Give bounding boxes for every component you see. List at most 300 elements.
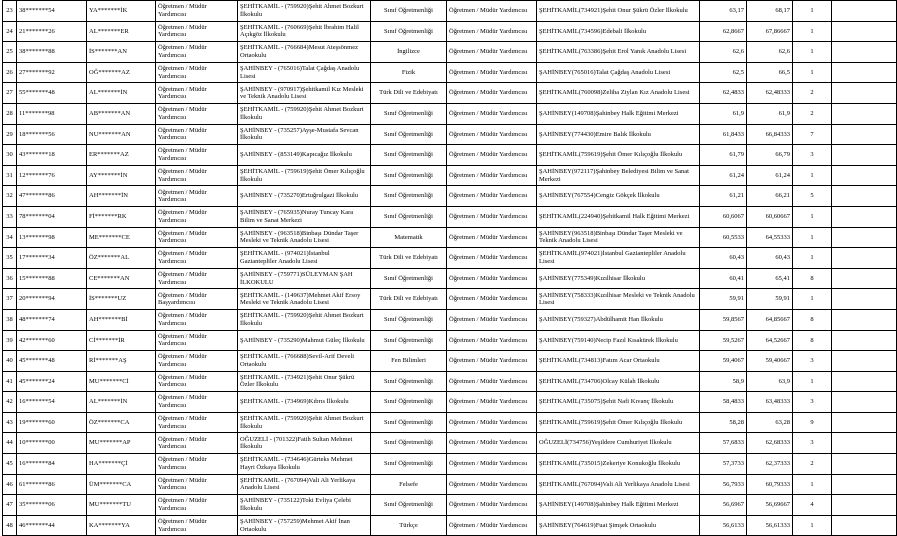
subject-field: Sınıf Öğretmenliği <box>371 454 447 475</box>
masked-id: 13*******98 <box>17 227 87 248</box>
current-position: Öğretmen / Müdür Yardımcısı <box>156 21 238 42</box>
target-position: Öğretmen / Müdür Yardımcısı <box>447 392 537 413</box>
total-score: 60,60667 <box>747 206 793 227</box>
row-number: 29 <box>3 124 17 145</box>
masked-name: ÖZ*******AL <box>87 248 156 269</box>
table-row <box>3 1 897 22</box>
current-position: Öğretmen / Müdür Yardımcısı <box>156 103 238 124</box>
score: 58,9 <box>700 371 747 392</box>
score: 58,4833 <box>700 392 747 413</box>
total-score: 62,48333 <box>747 83 793 104</box>
total-score: 61,24 <box>747 165 793 186</box>
current-school: ŞEHİTKAMİL - (974021)İstanbul Gaziantepliler Anadolu Lisesi <box>238 248 371 269</box>
subject-field: Sınıf Öğretmenliği <box>371 186 447 207</box>
masked-id: 42*******60 <box>17 330 87 351</box>
target-school: ŞAHİNBEY(764619)Fuat Şimşek Ortaokulu <box>537 515 700 536</box>
target-school: ŞEHİTKAMİL(734813)Fatım Acar Ortaokulu <box>537 351 700 372</box>
current-school: ŞAHİNBEY - (735257)Ayşe-Mustafa Sevcan İlkokulu <box>238 124 371 145</box>
preference-rank: 8 <box>793 309 832 330</box>
target-school: ŞAHİNBEY(972117)Şahinbey Belediyesi Bilim ve Sanat Merkezi <box>537 165 700 186</box>
total-score: 62,68333 <box>747 433 793 454</box>
masked-id: 45*******48 <box>17 351 87 372</box>
masked-name: MU*******Cİ <box>87 371 156 392</box>
current-position: Öğretmen / Müdür Yardımcısı <box>156 62 238 83</box>
subject-field: Fizik <box>371 62 447 83</box>
row-number: 37 <box>3 289 17 310</box>
total-score: 64,52667 <box>747 330 793 351</box>
target-position: Öğretmen / Müdür Yardımcısı <box>447 412 537 433</box>
row-number: 36 <box>3 268 17 289</box>
subject-field: Sınıf Öğretmenliği <box>371 1 447 22</box>
table-row <box>3 412 897 433</box>
masked-name: YA*******İK <box>87 1 156 22</box>
row-number: 42 <box>3 392 17 413</box>
target-position: Öğretmen / Müdür Yardımcısı <box>447 268 537 289</box>
target-school: ŞAHİNBEY(963518)Binbaşı Dündar Taşer Mesleki ve Teknik Anadolu Lisesi <box>537 227 700 248</box>
preference-rank: 1 <box>793 62 832 83</box>
total-score: 63,28 <box>747 412 793 433</box>
target-school: ŞEHİTKAMİL(735075)Şehit Nafi Kıvanç İlkokulu <box>537 392 700 413</box>
target-position: Öğretmen / Müdür Yardımcısı <box>447 206 537 227</box>
current-position: Öğretmen / Müdür Yardımcısı <box>156 165 238 186</box>
masked-name: İS*******UZ <box>87 289 156 310</box>
empty-cell <box>832 412 897 433</box>
masked-id: 55*******48 <box>17 83 87 104</box>
target-school: ŞEHİTKAMİL(763386)Şehit Erol Yanık Anadolu Lisesi <box>537 42 700 63</box>
row-number: 39 <box>3 330 17 351</box>
row-number: 26 <box>3 62 17 83</box>
table-row <box>3 165 897 186</box>
current-position: Öğretmen / Müdür Yardımcısı <box>156 83 238 104</box>
subject-field: Sınıf Öğretmenliği <box>371 433 447 454</box>
current-school: ŞAHİNBEY - (853149)Kapıcağız İlkokulu <box>238 145 371 166</box>
subject-field: Fen Bilimleri <box>371 351 447 372</box>
masked-name: AB*******AN <box>87 103 156 124</box>
row-number: 33 <box>3 206 17 227</box>
preference-rank: 1 <box>793 371 832 392</box>
target-school: ŞEHİTKAMİL(759619)Şehit Ömer Kılıçoğlu İlkokulu <box>537 145 700 166</box>
row-number: 40 <box>3 351 17 372</box>
empty-cell <box>832 145 897 166</box>
total-score: 61,9 <box>747 103 793 124</box>
score: 61,21 <box>700 186 747 207</box>
current-position: Öğretmen / Müdür Yardımcısı <box>156 206 238 227</box>
row-number: 38 <box>3 309 17 330</box>
preference-rank: 1 <box>793 227 832 248</box>
subject-field: Sınıf Öğretmenliği <box>371 330 447 351</box>
empty-cell <box>832 165 897 186</box>
empty-cell <box>832 206 897 227</box>
empty-cell <box>832 62 897 83</box>
masked-name: ÜM*******CA <box>87 474 156 495</box>
row-number: 45 <box>3 454 17 475</box>
table-row <box>3 289 897 310</box>
score: 62,6 <box>700 42 747 63</box>
subject-field: Matematik <box>371 227 447 248</box>
target-position: Öğretmen / Müdür Yardımcısı <box>447 248 537 269</box>
preference-rank: 4 <box>793 495 832 516</box>
masked-id: 43*******18 <box>17 145 87 166</box>
subject-field: İngilizce <box>371 42 447 63</box>
masked-id: 35*******06 <box>17 495 87 516</box>
score: 60,5533 <box>700 227 747 248</box>
masked-name: CE*******AN <box>87 268 156 289</box>
target-school: ŞAHİNBEY(149708)Şahinbey Halk Eğitimi Merkezi <box>537 495 700 516</box>
current-school: ŞEHİTKAMİL - (734646)Gürteks Mehmet Hayri Özkaya İlkokulu <box>238 454 371 475</box>
preference-rank: 2 <box>793 83 832 104</box>
empty-cell <box>832 371 897 392</box>
masked-name: Cİ*******İR <box>87 330 156 351</box>
row-number: 27 <box>3 83 17 104</box>
total-score: 60,79333 <box>747 474 793 495</box>
subject-field: Türk Dili ve Edebiyatı <box>371 248 447 269</box>
current-school: ŞEHİTKAMİL - (760669)Şehit İbrahim Halil Açıkgöz İlkokulu <box>238 21 371 42</box>
table-row <box>3 309 897 330</box>
total-score: 59,40667 <box>747 351 793 372</box>
empty-cell <box>832 227 897 248</box>
current-position: Öğretmen / Müdür Yardımcısı <box>156 351 238 372</box>
table-row <box>3 268 897 289</box>
target-position: Öğretmen / Müdür Yardımcısı <box>447 454 537 475</box>
preference-rank: 3 <box>793 145 832 166</box>
preference-rank: 1 <box>793 21 832 42</box>
target-position: Öğretmen / Müdür Yardımcısı <box>447 145 537 166</box>
target-position: Öğretmen / Müdür Yardımcısı <box>447 103 537 124</box>
target-school: ŞEHİTKAMİL(767094)Vali Ali Yerlikaya Anadolu Lisesi <box>537 474 700 495</box>
row-number: 34 <box>3 227 17 248</box>
masked-id: 19*******60 <box>17 412 87 433</box>
table-row <box>3 454 897 475</box>
row-number: 41 <box>3 371 17 392</box>
current-school: ŞEHİTKAMİL - (759920)Şehit Ahmet Bozkurt İlkokulu <box>238 1 371 22</box>
row-number: 24 <box>3 21 17 42</box>
current-school: ŞAHİNBEY - (735270)Ertuğrulgazi İlkokulu <box>238 186 371 207</box>
preference-rank: 1 <box>793 289 832 310</box>
preference-rank: 3 <box>793 433 832 454</box>
current-school: ŞAHİNBEY - (759771)SÜLEYMAN ŞAH İLKOKULU <box>238 268 371 289</box>
masked-id: 46*******44 <box>17 515 87 536</box>
target-position: Öğretmen / Müdür Yardımcısı <box>447 474 537 495</box>
target-school: ŞEHİTKAMİL(735015)Zekeriye Konukoğlu İlkokulu <box>537 454 700 475</box>
target-position: Öğretmen / Müdür Yardımcısı <box>447 186 537 207</box>
row-number: 31 <box>3 165 17 186</box>
preference-rank: 7 <box>793 124 832 145</box>
total-score: 65,41 <box>747 268 793 289</box>
score: 61,8433 <box>700 124 747 145</box>
total-score: 56,69667 <box>747 495 793 516</box>
masked-name: AL*******ER <box>87 21 156 42</box>
preference-rank: 2 <box>793 103 832 124</box>
masked-id: 15*******88 <box>17 268 87 289</box>
masked-id: 27*******92 <box>17 62 87 83</box>
empty-cell <box>832 454 897 475</box>
row-number: 46 <box>3 474 17 495</box>
table-row <box>3 248 897 269</box>
total-score: 68,17 <box>747 1 793 22</box>
subject-field: Sınıf Öğretmenliği <box>371 145 447 166</box>
preference-rank: 1 <box>793 42 832 63</box>
target-school: ŞAHİNBEY(765016)Talat Çağdaş Anadolu Lisesi <box>537 62 700 83</box>
target-school: ŞAHİNBEY(767554)Cengiz Gökçek İlkokulu <box>537 186 700 207</box>
target-school: ŞEHİTKAMİL(759619)Şehit Ömer Kılıçoğlu İlkokulu <box>537 412 700 433</box>
target-school: ŞEHİTKAMİL(734921)Şehit Onur Şükrü Özler İlkokulu <box>537 1 700 22</box>
subject-field: Felsefe <box>371 474 447 495</box>
masked-name: AH*******İN <box>87 186 156 207</box>
current-position: Öğretmen / Müdür Yardımcısı <box>156 515 238 536</box>
masked-id: 38*******54 <box>17 1 87 22</box>
subject-field: Sınıf Öğretmenliği <box>371 392 447 413</box>
current-position: Öğretmen / Müdür Yardımcısı <box>156 227 238 248</box>
empty-cell <box>832 309 897 330</box>
current-school: ŞEHİTKAMİL - (766688)Sevil-Arif Develi Ortaokulu <box>238 351 371 372</box>
target-position: Öğretmen / Müdür Yardımcısı <box>447 330 537 351</box>
current-school: ŞAHİNBEY - (765935)Nuray Tuncay Kara Bilim ve Sanat Merkezi <box>238 206 371 227</box>
subject-field: Sınıf Öğretmenliği <box>371 206 447 227</box>
current-position: Öğretmen / Müdür Yardımcısı <box>156 268 238 289</box>
subject-field: Sınıf Öğretmenliği <box>371 124 447 145</box>
total-score: 60,43 <box>747 248 793 269</box>
empty-cell <box>832 330 897 351</box>
masked-id: 18*******56 <box>17 124 87 145</box>
current-position: Öğretmen / Müdür Yardımcısı <box>156 124 238 145</box>
masked-name: AL*******İN <box>87 392 156 413</box>
empty-cell <box>832 474 897 495</box>
masked-id: 78*******04 <box>17 206 87 227</box>
empty-cell <box>832 351 897 372</box>
preference-rank: 1 <box>793 474 832 495</box>
subject-field: Sınıf Öğretmenliği <box>371 412 447 433</box>
total-score: 64,55333 <box>747 227 793 248</box>
current-school: ŞEHİTKAMİL - (759920)Şehit Ahmet Bozkurt İlkokulu <box>238 412 371 433</box>
masked-name: HA*******Çİ <box>87 454 156 475</box>
total-score: 64,85667 <box>747 309 793 330</box>
current-school: ŞAHİNBEY - (970917)Şehitkamil Kız Mesleki ve Teknik Anadolu Lisesi <box>238 83 371 104</box>
current-school: ŞEHİTKAMİL - (759619)Şehit Ömer Kılıçoğlu İlkokulu <box>238 165 371 186</box>
current-school: ŞAHİNBEY - (963518)Binbaşı Dündar Taşer Mesleki ve Teknik Anadolu Lisesi <box>238 227 371 248</box>
current-position: Öğretmen / Müdür Yardımcısı <box>156 412 238 433</box>
table-row <box>3 124 897 145</box>
table-row <box>3 145 897 166</box>
score: 57,3733 <box>700 454 747 475</box>
total-score: 66,21 <box>747 186 793 207</box>
masked-name: Rİ*******AŞ <box>87 351 156 372</box>
table-row <box>3 495 897 516</box>
target-position: Öğretmen / Müdür Yardımcısı <box>447 62 537 83</box>
preference-rank: 1 <box>793 206 832 227</box>
row-number: 35 <box>3 248 17 269</box>
preference-rank: 3 <box>793 351 832 372</box>
target-position: Öğretmen / Müdür Yardımcısı <box>447 124 537 145</box>
target-position: Öğretmen / Müdür Yardımcısı <box>447 309 537 330</box>
target-school: ŞAHİNBEY(775349)Kızılhisar İlkokulu <box>537 268 700 289</box>
masked-id: 20*******94 <box>17 289 87 310</box>
current-position: Öğretmen / Müdür Yardımcısı <box>156 330 238 351</box>
score: 59,91 <box>700 289 747 310</box>
table-row <box>3 351 897 372</box>
row-number: 23 <box>3 1 17 22</box>
target-school: ŞAHİNBEY(759140)Necip Fazıl Kısakürek İlkokulu <box>537 330 700 351</box>
total-score: 59,91 <box>747 289 793 310</box>
masked-name: MU*******AP <box>87 433 156 454</box>
subject-field: Sınıf Öğretmenliği <box>371 21 447 42</box>
empty-cell <box>832 515 897 536</box>
target-position: Öğretmen / Müdür Yardımcısı <box>447 495 537 516</box>
subject-field: Sınıf Öğretmenliği <box>371 309 447 330</box>
current-school: ŞEHİTKAMİL - (734969)Kıbrıs İlkokulu <box>238 392 371 413</box>
score: 59,4067 <box>700 351 747 372</box>
score: 60,6067 <box>700 206 747 227</box>
row-number: 25 <box>3 42 17 63</box>
target-school: ŞEHİTKAMİL(760098)Zeliha Ziylan Kız Anadolu Lisesi <box>537 83 700 104</box>
masked-name: İS*******AN <box>87 42 156 63</box>
empty-cell <box>832 289 897 310</box>
empty-cell <box>832 124 897 145</box>
current-position: Öğretmen / Müdür Yardımcısı <box>156 309 238 330</box>
score: 60,43 <box>700 248 747 269</box>
masked-id: 16*******84 <box>17 454 87 475</box>
target-position: Öğretmen / Müdür Yardımcısı <box>447 289 537 310</box>
total-score: 62,6 <box>747 42 793 63</box>
masked-name: KA*******YA <box>87 515 156 536</box>
target-school: ŞAHİNBEY(758333)Kızılhisar Mesleki ve Teknik Anadolu Lisesi <box>537 289 700 310</box>
target-school: ŞAHİNBEY(774430)Emire Balık İlkokulu <box>537 124 700 145</box>
target-position: Öğretmen / Müdür Yardımcısı <box>447 165 537 186</box>
current-position: Öğretmen / Müdür Yardımcısı <box>156 145 238 166</box>
masked-name: Fİ*******RK <box>87 206 156 227</box>
subject-field: Sınıf Öğretmenliği <box>371 371 447 392</box>
row-number: 43 <box>3 412 17 433</box>
score: 60,41 <box>700 268 747 289</box>
current-position: Öğretmen / Müdür Yardımcısı <box>156 392 238 413</box>
empty-cell <box>832 83 897 104</box>
target-school: ŞEHİTKAMİL(224940)Şehitkamil Halk Eğitimi Merkezi <box>537 206 700 227</box>
preference-rank: 1 <box>793 1 832 22</box>
masked-id: 16*******54 <box>17 392 87 413</box>
preference-rank: 5 <box>793 186 832 207</box>
masked-id: 11*******98 <box>17 103 87 124</box>
masked-id: 10*******00 <box>17 433 87 454</box>
empty-cell <box>832 1 897 22</box>
total-score: 66,84333 <box>747 124 793 145</box>
score: 63,17 <box>700 1 747 22</box>
masked-name: NU*******AN <box>87 124 156 145</box>
target-school: ŞEHİTKAMİL(974021)İstanbul Gaziantepliler Anadolu Lisesi <box>537 248 700 269</box>
total-score: 66,79 <box>747 145 793 166</box>
total-score: 66,5 <box>747 62 793 83</box>
current-position: Öğretmen / Müdür Yardımcısı <box>156 186 238 207</box>
score: 61,24 <box>700 165 747 186</box>
masked-id: 61*******86 <box>17 474 87 495</box>
target-school: ŞAHİNBEY(149708)Şahinbey Halk Eğitimi Merkezi <box>537 103 700 124</box>
table-row <box>3 83 897 104</box>
masked-name: ME*******CE <box>87 227 156 248</box>
empty-cell <box>832 495 897 516</box>
table-row <box>3 330 897 351</box>
masked-id: 21*******26 <box>17 21 87 42</box>
table-row <box>3 206 897 227</box>
masked-name: OĞ*******AZ <box>87 62 156 83</box>
masked-name: AH*******Bİ <box>87 309 156 330</box>
masked-id: 17*******34 <box>17 248 87 269</box>
target-position: Öğretmen / Müdür Yardımcısı <box>447 371 537 392</box>
target-position: Öğretmen / Müdür Yardımcısı <box>447 1 537 22</box>
current-school: ŞAHİNBEY - (735122)Toki Evliya Çelebi İlkokulu <box>238 495 371 516</box>
table-row <box>3 227 897 248</box>
subject-field: Sınıf Öğretmenliği <box>371 165 447 186</box>
score: 62,8667 <box>700 21 747 42</box>
current-position: Öğretmen / Müdür Başyardımcısı <box>156 289 238 310</box>
current-school: ŞEHİTKAMİL - (767094)Vali Ali Yerlikaya Anadolu Lisesi <box>238 474 371 495</box>
current-school: ŞEHİTKAMİL - (734921)Şehit Onur Şükrü Özler İlkokulu <box>238 371 371 392</box>
total-score: 63,9 <box>747 371 793 392</box>
target-position: Öğretmen / Müdür Yardımcısı <box>447 227 537 248</box>
current-position: Öğretmen / Müdür Yardımcısı <box>156 42 238 63</box>
table-row <box>3 433 897 454</box>
subject-field: Türk Dili ve Edebiyatı <box>371 289 447 310</box>
preference-rank: 3 <box>793 392 832 413</box>
row-number: 28 <box>3 103 17 124</box>
target-position: Öğretmen / Müdür Yardımcısı <box>447 351 537 372</box>
target-school: ŞEHİTKAMİL(734596)Edebali İlkokulu <box>537 21 700 42</box>
masked-id: 38*******88 <box>17 42 87 63</box>
appointment-results-table <box>2 0 897 536</box>
table-row <box>3 515 897 536</box>
subject-field: Türk Dili ve Edebiyatı <box>371 83 447 104</box>
table-row <box>3 21 897 42</box>
table-body <box>3 1 897 536</box>
preference-rank: 1 <box>793 165 832 186</box>
target-position: Öğretmen / Müdür Yardımcısı <box>447 83 537 104</box>
score: 56,6133 <box>700 515 747 536</box>
preference-rank: 1 <box>793 515 832 536</box>
score: 57,6833 <box>700 433 747 454</box>
empty-cell <box>832 433 897 454</box>
subject-field: Sınıf Öğretmenliği <box>371 268 447 289</box>
score: 59,8567 <box>700 309 747 330</box>
score: 62,4833 <box>700 83 747 104</box>
row-number: 47 <box>3 495 17 516</box>
masked-name: ER*******AZ <box>87 145 156 166</box>
table-row <box>3 62 897 83</box>
current-position: Öğretmen / Müdür Yardımcısı <box>156 1 238 22</box>
total-score: 67,86667 <box>747 21 793 42</box>
current-position: Öğretmen / Müdür Yardımcısı <box>156 371 238 392</box>
current-position: Öğretmen / Müdür Yardımcısı <box>156 454 238 475</box>
row-number: 48 <box>3 515 17 536</box>
score: 62,5 <box>700 62 747 83</box>
masked-id: 12*******76 <box>17 165 87 186</box>
table-row <box>3 392 897 413</box>
current-position: Öğretmen / Müdür Yardımcısı <box>156 248 238 269</box>
target-position: Öğretmen / Müdür Yardımcısı <box>447 433 537 454</box>
target-school: ŞEHİTKAMİL(734706)Olcay Külah İlkokulu <box>537 371 700 392</box>
score: 59,5267 <box>700 330 747 351</box>
masked-name: AY*******İN <box>87 165 156 186</box>
current-school: OĞUZELİ - (701322)Fatih Sultan Mehmet İlkokulu <box>238 433 371 454</box>
empty-cell <box>832 268 897 289</box>
target-school: OĞUZELİ(734756)Yeşildere Cumhuriyet İlkokulu <box>537 433 700 454</box>
table-row <box>3 474 897 495</box>
masked-name: MU*******TU <box>87 495 156 516</box>
masked-id: 45*******24 <box>17 371 87 392</box>
subject-field: Türkçe <box>371 515 447 536</box>
current-school: ŞAHİNBEY - (735290)Mahmut Güleç İlkokulu <box>238 330 371 351</box>
score: 61,9 <box>700 103 747 124</box>
total-score: 62,37333 <box>747 454 793 475</box>
row-number: 30 <box>3 145 17 166</box>
empty-cell <box>832 248 897 269</box>
score: 56,6967 <box>700 495 747 516</box>
